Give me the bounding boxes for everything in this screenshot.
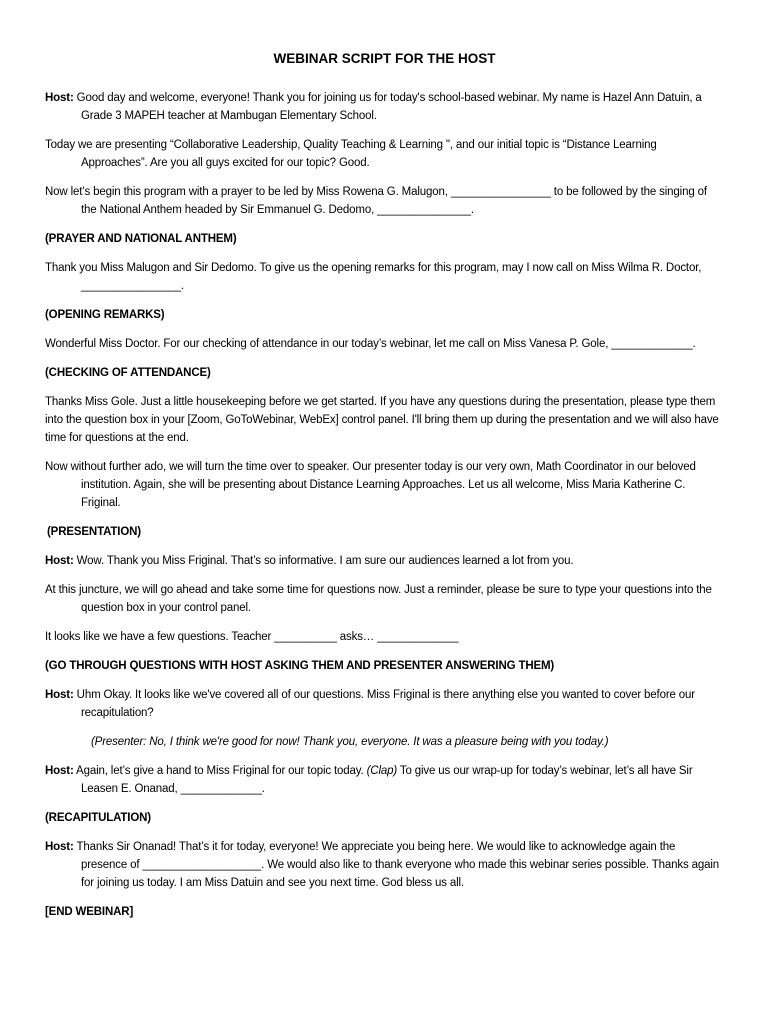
- paragraph-speaker-intro: Now without further ado, we will turn the time over to speaker. Our presenter today is our very own, Math Coordinator in our beloved institution. Again, she will be presenting about Distance Learning Approaches. Let us all welcome, Miss Maria Katherine C. Friginal.: [45, 461, 696, 509]
- section-heading-recapitulation: (RECAPITULATION): [45, 812, 151, 824]
- paragraph-questions-intro: At this juncture, we will go ahead and take some time for questions now. Just a reminder, please be sure to type your questions into the question box in your control panel.: [45, 584, 712, 614]
- paragraph-housekeeping: Thanks Miss Gole. Just a little housekeeping before we get started. If you have any questions during the presentation, please type them into the question box in your [Zoom, GoToWebinar, WebEx] control panel. I'll bring them up during the presentation and we will also have time for questions at the end.: [45, 396, 719, 444]
- speaker-label: Host:: [45, 765, 74, 777]
- paragraph-text: Thanks Sir Onanad! That’s it for today, everyone! We appreciate you being here. We would like to acknowledge again the presence of ___________________. We would also like to thank everyone who made this webinar series possible. Thanks again for joining us today. I am Miss Datuin and see you next time. God bless us all.: [73, 841, 719, 889]
- section-heading-end: [END WEBINAR]: [45, 906, 134, 918]
- paragraph-attendance-call: Wonderful Miss Doctor. For our checking of attendance in our today’s webinar, let me call on Miss Vanesa P. Gole, _____________.: [45, 338, 696, 350]
- paragraph-text: Again, let’s give a hand to Miss Friginal for our topic today.: [73, 765, 367, 777]
- paragraph-thanks-presenter: [45, 552, 724, 570]
- section-heading-opening-remarks: (OPENING REMARKS): [45, 309, 165, 321]
- section-heading-questions: (GO THROUGH QUESTIONS WITH HOST ASKING THEM AND PRESENTER ANSWERING THEM): [45, 660, 555, 672]
- section-heading-presentation: (PRESENTATION): [47, 526, 141, 538]
- paragraph-opening-call: Thank you Miss Malugon and Sir Dedomo. To give us the opening remarks for this program, may I now call on Miss Wilma R. Doctor, ________________.: [45, 262, 702, 292]
- paragraph-host-welcome: [45, 89, 724, 125]
- paragraph-text: Wow. Thank you Miss Friginal. That’s so informative. I am sure our audiences learned a lot from you.: [73, 555, 574, 567]
- paragraph-text: Uhm Okay. It looks like we've covered all of our questions. Miss Friginal is there anything else you wanted to cover before our recapitulation?: [73, 689, 695, 719]
- page-title: WEBINAR SCRIPT FOR THE HOST: [273, 51, 496, 66]
- paragraph-topic: Today we are presenting “Collaborative Leadership, Quality Teaching & Learning ", and our initial topic is “Distance Learning Approaches”. Are you all guys excited for our topic? Good.: [45, 139, 657, 169]
- section-heading-attendance: (CHECKING OF ATTENDANCE): [45, 367, 211, 379]
- speaker-label: Host:: [45, 92, 74, 104]
- paragraph-wrap-up-call: [45, 762, 724, 798]
- paragraph-text: To give us our wrap-up for today’s webinar, let’s all have Sir Leasen E. Onanad, _____________.: [81, 765, 693, 795]
- speaker-label: Host:: [45, 689, 74, 701]
- section-heading-prayer: (PRAYER AND NATIONAL ANTHEM): [45, 233, 237, 245]
- speaker-label: Host:: [45, 555, 74, 567]
- paragraph-closing: [45, 838, 724, 892]
- paragraph-presenter-reply: (Presenter: No, I think we're good for now! Thank you, everyone. It was a pleasure being with you today.): [91, 736, 609, 748]
- speaker-label: Host:: [45, 841, 74, 853]
- stage-direction: (Clap): [366, 765, 398, 777]
- paragraph-text: Good day and welcome, everyone! Thank you for joining us for today's school-based webinar. My name is Hazel Ann Datuin, a Grade 3 MAPEH teacher at Mambugan Elementary School.: [73, 92, 702, 122]
- paragraph-prayer: Now let’s begin this program with a prayer to be led by Miss Rowena G. Malugon, ________________ to be followed by the singing of the National Anthem headed by Sir Emmanuel G. Dedomo, _______________.: [45, 186, 707, 216]
- paragraph-questions-covered: [45, 686, 724, 722]
- paragraph-few-questions: It looks like we have a few questions. Teacher __________ asks… _____________: [45, 631, 459, 643]
